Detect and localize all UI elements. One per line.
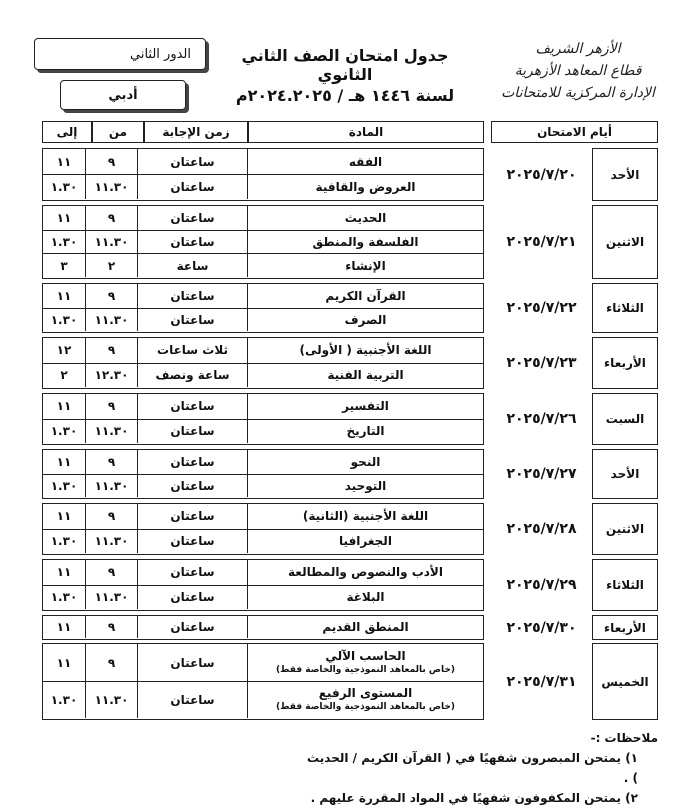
from-cell: ٩ [86, 644, 138, 681]
duration-cell: ساعة ونصف [138, 364, 248, 388]
from-cell: ٩ [86, 616, 138, 638]
table-row [43, 644, 483, 681]
note-item-1: ١) يمتحن المبصرون شفهيًا في ( القرآن الكريم / الحديث ) . [307, 751, 638, 785]
subject-name: الصرف [344, 312, 387, 327]
duration-cell: ساعتان [138, 560, 248, 585]
header-subject: المادة [248, 121, 484, 143]
from-cell: ١١.٣٠ [86, 475, 138, 498]
round-box [34, 38, 206, 70]
duration-cell: ساعتان [138, 504, 248, 529]
subject-cell [248, 175, 483, 199]
from-cell: ٩ [86, 560, 138, 585]
day-cell: الاثنين [592, 503, 658, 555]
subject-group [42, 205, 484, 279]
subject-name: العروض والقافية [315, 180, 416, 194]
subject-group [42, 503, 484, 555]
track-label: أدبي [108, 87, 138, 103]
subject-group [42, 643, 484, 720]
subject-name: اللغة الأجنبية ( الأولى) [299, 343, 432, 358]
subject-name: الفقه [348, 154, 383, 169]
from-cell: ١١.٣٠ [86, 420, 138, 444]
to-cell: ١١ [43, 504, 86, 529]
from-cell: ٩ [86, 504, 138, 529]
table-row [43, 504, 483, 529]
day-cell: الأحد [592, 148, 658, 201]
subject-name: المنطق القديم [322, 620, 409, 634]
from-cell: ٩ [86, 394, 138, 419]
table-row [43, 616, 483, 638]
subject-name: المستوى الرفيع [318, 686, 413, 700]
subject-cell [248, 420, 483, 444]
from-cell: ٩ [86, 284, 138, 308]
subject-name: التاريخ [346, 424, 385, 439]
subject-name: اللغة الأجنبية (الثانية) [302, 509, 429, 524]
subject-cell [248, 206, 483, 230]
table-row [43, 308, 483, 332]
day-cell: الأربعاء [592, 337, 658, 389]
subject-cell [248, 616, 483, 638]
to-cell: ١١ [43, 560, 86, 585]
page-title: جدول امتحان الصف الثاني الثانوي [241, 46, 449, 84]
subject-group [42, 337, 484, 389]
subject-group [42, 449, 484, 499]
notes-section [300, 728, 658, 808]
subject-cell [248, 254, 483, 277]
table-row [43, 149, 483, 174]
table-row [43, 529, 483, 554]
duration-cell: ساعتان [138, 206, 248, 230]
subject-cell [248, 309, 483, 332]
to-cell: ١١ [43, 206, 86, 230]
date-cell: ٢٠٢٥/٧/٢٦ [506, 411, 577, 427]
from-cell: ١١.٣٠ [86, 309, 138, 332]
subject-cell [248, 504, 483, 529]
duration-cell: ساعة [138, 254, 248, 277]
subject-group [42, 393, 484, 445]
subject-cell [248, 450, 483, 474]
to-cell: ١١ [43, 616, 86, 638]
notes-heading: ملاحظات :- [590, 731, 658, 745]
to-cell: ١.٣٠ [43, 586, 86, 610]
header-duration: زمن الإجابة [144, 121, 248, 143]
to-cell: ١١ [43, 394, 86, 419]
duration-cell: ثلاث ساعات [138, 338, 248, 363]
subject-cell [248, 530, 483, 554]
subject-name: الأدب والنصوص والمطالعة [288, 565, 443, 580]
date-cell: ٢٠٢٥/٧/٣١ [506, 673, 577, 690]
from-cell: ٩ [86, 338, 138, 363]
azhar-logo [490, 38, 666, 110]
table-row [43, 230, 483, 254]
date-cell: ٢٠٢٥/٧/٣٠ [506, 619, 577, 636]
subject-cell [248, 560, 483, 585]
duration-cell: ساعتان [138, 175, 248, 199]
subject-note: (خاص بالمعاهد النموذجية والخاصة فقط) [276, 702, 455, 712]
table-row [43, 585, 483, 610]
subject-cell [248, 586, 483, 610]
subject-group [42, 559, 484, 611]
logo-line-2: قطاع المعاهد الأزهرية [514, 63, 642, 79]
day-cell: الأربعاء [592, 615, 658, 640]
subject-name: الحديث [344, 210, 387, 225]
from-cell: ١١.٣٠ [86, 586, 138, 610]
subject-name: القرآن الكريم [325, 288, 406, 303]
subject-name: الإنشاء [345, 258, 386, 273]
duration-cell: ساعتان [138, 682, 248, 718]
duration-cell: ساعتان [138, 644, 248, 681]
date-cell: ٢٠٢٥/٧/٢١ [506, 234, 577, 250]
subject-name: النحو [350, 454, 381, 469]
to-cell: ١.٣٠ [43, 475, 86, 498]
subject-cell [248, 682, 483, 718]
to-cell: ١.٣٠ [43, 231, 86, 254]
date-cell: ٢٠٢٥/٧/٢٩ [506, 577, 577, 593]
table-row [43, 681, 483, 718]
table-row [43, 253, 483, 277]
to-cell: ١٢ [43, 338, 86, 363]
round-label: الدور الثاني [130, 46, 191, 62]
date-cell: ٢٠٢٥/٧/٢٢ [506, 300, 577, 316]
subject-cell [248, 644, 483, 681]
header-to: إلى [42, 121, 92, 143]
table-row [43, 206, 483, 230]
logo-line-3: الإدارة المركزية للامتحانات [501, 85, 655, 101]
from-cell: ٩ [86, 206, 138, 230]
subject-group [42, 615, 484, 640]
to-cell: ١١ [43, 284, 86, 308]
from-cell: ١١.٣٠ [86, 682, 138, 718]
day-cell: الخميس [592, 643, 658, 720]
from-cell: ١٢.٣٠ [86, 364, 138, 388]
subject-name: التفسير [342, 399, 389, 414]
table-row [43, 450, 483, 474]
subject-cell [248, 149, 483, 174]
from-cell: ١١.٣٠ [86, 530, 138, 554]
track-box [60, 80, 186, 110]
subject-cell [248, 364, 483, 388]
subject-note: (خاص بالمعاهد النموذجية والخاصة فقط) [276, 664, 455, 675]
duration-cell: ساعتان [138, 420, 248, 444]
subject-cell [248, 475, 483, 498]
to-cell: ١١ [43, 149, 86, 174]
duration-cell: ساعتان [138, 231, 248, 254]
year-line: لسنة ١٤٤٦ هـ / ٢٠٢٤.٢٠٢٥م [235, 86, 455, 105]
duration-cell: ساعتان [138, 616, 248, 638]
subject-name: الفلسفة والمنطق [312, 234, 419, 249]
day-cell: الاثنين [592, 205, 658, 279]
from-cell: ٩ [86, 450, 138, 474]
to-cell: ١.٣٠ [43, 682, 86, 718]
table-row [43, 338, 483, 363]
table-row [43, 363, 483, 388]
date-cell: ٢٠٢٥/٧/٢٠ [506, 166, 577, 183]
table-row [43, 474, 483, 498]
subject-group [42, 283, 484, 333]
day-cell: الثلاثاء [592, 283, 658, 333]
to-cell: ١.٣٠ [43, 175, 86, 199]
to-cell: ١.٣٠ [43, 530, 86, 554]
duration-cell: ساعتان [138, 284, 248, 308]
to-cell: ١١ [43, 644, 86, 681]
table-row [43, 419, 483, 444]
subject-group [42, 148, 484, 201]
duration-cell: ساعتان [138, 394, 248, 419]
to-cell: ١.٣٠ [43, 309, 86, 332]
table-row [43, 284, 483, 308]
date-cell: ٢٠٢٥/٧/٢٨ [506, 521, 577, 537]
logo-line-1: الأزهر الشريف [535, 41, 621, 57]
header-days: أيام الامتحان [491, 121, 658, 143]
table-row [43, 174, 483, 199]
duration-cell: ساعتان [138, 309, 248, 332]
duration-cell: ساعتان [138, 149, 248, 174]
subject-name: التوحيد [344, 478, 387, 493]
header-from: من [92, 121, 144, 143]
table-row [43, 560, 483, 585]
subject-cell [248, 338, 483, 363]
subject-name: البلاغة [346, 590, 385, 605]
from-cell: ١١.٣٠ [86, 175, 138, 199]
from-cell: ١١.٣٠ [86, 231, 138, 254]
duration-cell: ساعتان [138, 586, 248, 610]
subject-cell [248, 284, 483, 308]
to-cell: ٢ [43, 364, 86, 388]
duration-cell: ساعتان [138, 450, 248, 474]
from-cell: ٩ [86, 149, 138, 174]
from-cell: ٢ [86, 254, 138, 277]
note-item-2: ٢) يمتحن المكفوفون شفهيًا في المواد المقررة عليهم . [310, 791, 638, 805]
subject-cell [248, 231, 483, 254]
date-cell: ٢٠٢٥/٧/٢٣ [506, 355, 577, 371]
subject-cell [248, 394, 483, 419]
subject-name: الجغرافيا [339, 534, 392, 549]
day-cell: السبت [592, 393, 658, 445]
table-row [43, 394, 483, 419]
day-cell: الثلاثاء [592, 559, 658, 611]
duration-cell: ساعتان [138, 475, 248, 498]
date-cell: ٢٠٢٥/٧/٢٧ [506, 466, 577, 482]
to-cell: ١١ [43, 450, 86, 474]
subject-name: التربية الفنية [327, 368, 404, 383]
duration-cell: ساعتان [138, 530, 248, 554]
to-cell: ١.٣٠ [43, 420, 86, 444]
to-cell: ٣ [43, 254, 86, 277]
subject-name: الحاسب الآلي [325, 648, 406, 663]
day-cell: الأحد [592, 449, 658, 499]
